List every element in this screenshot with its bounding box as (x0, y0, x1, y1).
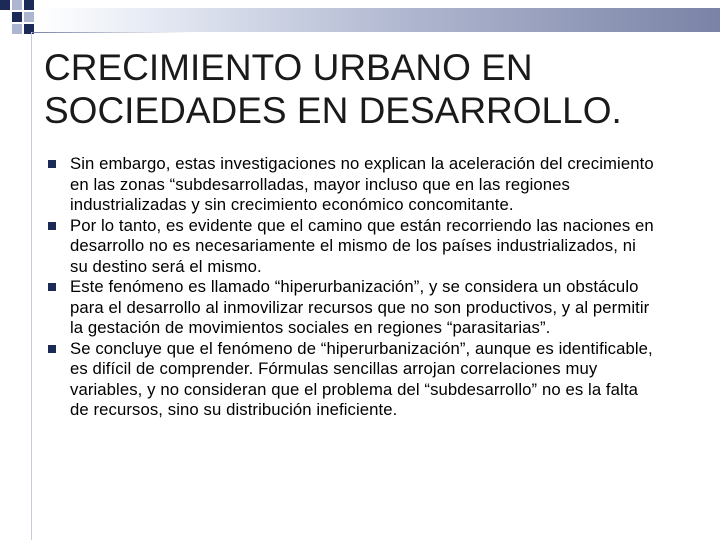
square-bullet-icon (48, 160, 56, 168)
deco-square-dark (0, 0, 10, 10)
deco-square-dark (12, 12, 22, 22)
square-bullet-icon (48, 283, 56, 291)
bullet-list (48, 154, 658, 421)
deco-square-light (12, 0, 22, 10)
slide-title: CRECIMIENTO URBANO EN SOCIEDADES EN DESARROLLO. (44, 47, 622, 131)
bullet-item (48, 339, 658, 421)
bullet-item (48, 277, 658, 339)
square-bullet-icon (48, 222, 56, 230)
bullet-text: Se concluye que el fenómeno de “hiperurbanización”, aunque es identificable, es difícil de comprender. Fórmulas sencillas arrojan correlaciones muy variables, y no consideran que el problema del “subdesarrollo” no es la falta de recursos, sino su distribución ineficiente. (70, 338, 653, 419)
bullet-text: Por lo tanto, es evidente que el camino que están recorriendo las naciones en desarrollo no es necesariamente el mismo de los países industrializados, ni su destino será el mismo. (70, 215, 654, 276)
header-band (40, 8, 720, 32)
bullet-text: Sin embargo, estas investigaciones no explican la aceleración del crecimiento en las zonas “subdesarrolladas, mayor incluso que en las regiones industrializadas y sin crecimiento económico concomitante. (70, 154, 654, 214)
side-rule (31, 32, 32, 540)
deco-square-light (12, 24, 22, 34)
square-bullet-icon (48, 345, 56, 353)
header-rule (31, 32, 191, 33)
bullet-item (48, 216, 658, 278)
bullet-text: Este fenómeno es llamado “hiperurbanización”, y se considera un obstáculo para el desarrollo al inmovilizar recursos que no son productivos, y al permitir la gestación de movimientos sociales en regiones “parasitarias”. (70, 277, 650, 337)
deco-square-light (24, 12, 34, 22)
bullet-item (48, 154, 658, 216)
deco-square-dark (24, 0, 34, 10)
